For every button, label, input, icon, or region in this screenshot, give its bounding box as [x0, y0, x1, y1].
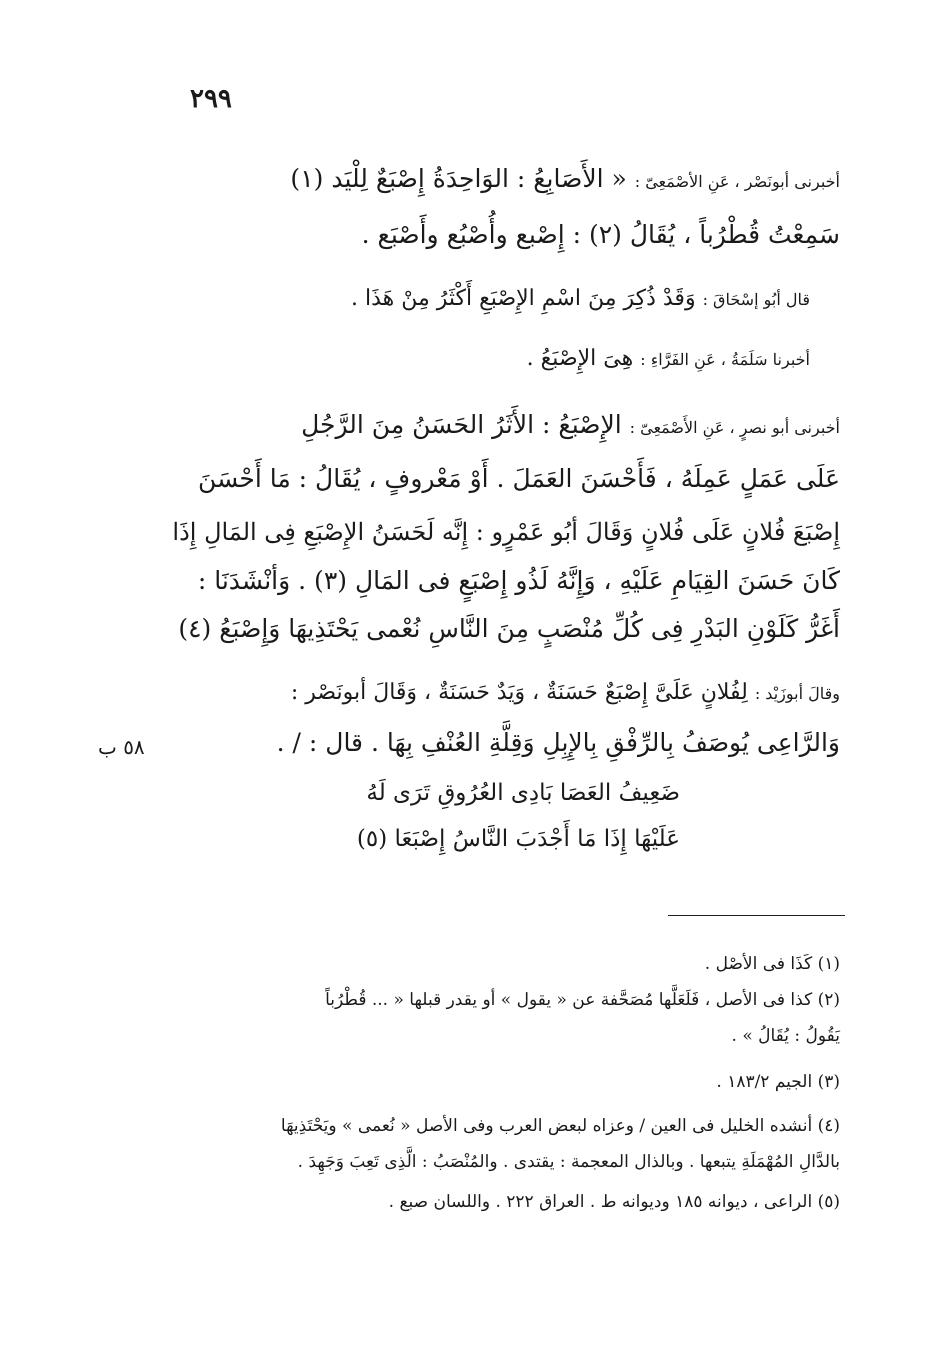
text-line-7 [172, 518, 840, 546]
text-line-2 [362, 220, 840, 249]
footnote-3: (٣) الجيم ١٨٣/٢ . [716, 1072, 840, 1092]
text-line-6 [198, 464, 840, 493]
line-text: « الأَصَابِعُ : الوَاحِدَةُ إِصْبَعٌ لِلْيَد (١) [290, 164, 635, 193]
footnote-5: (٥) الراعى ، ديوانه ١٨٥ وديوانه ط . العراق ٢٢٢ . واللسان صبع . [388, 1192, 840, 1212]
line-text: الإِصْبَعُ : الأَثَرُ الحَسَنُ مِنَ الرَّجُلِ [301, 410, 630, 439]
poem-line-2: عَلَيْهَا إِذَا مَا أَجْدَبَ النَّاسُ إِصْبَعَا (٥) [356, 826, 680, 852]
margin-folio-note: ٥٨ ب [98, 735, 145, 759]
line-text: كَانَ حَسَنَ القِيَامِ عَلَيْهِ ، وَإِنَّهُ لَذُو إِصْبَعٍ فى المَالِ (٣) . وَأنْشَدَنَا : [197, 566, 840, 595]
line-text: سَمِعْتُ قُطْرُباً ، يُقَالُ (٢) : إِصْبع وأُصْبُع وأَصْبَع . [361, 220, 840, 249]
text-line-5 [301, 410, 840, 439]
line-text: أَغَرُّ كَلَوْنِ البَدْرِ فِى كُلِّ مُنْصَبٍ مِنَ النَّاسِ نُعْمى يَحْتَذِيهَا وَإِصْبَعُ (٤) [178, 614, 840, 643]
text-line-11 [277, 728, 840, 757]
page-number: ٢٩٩ [190, 84, 232, 114]
line-intro: أخبرنى أبو نصرٍ ، عَنِ الأَصْمَعِىّ : [629, 418, 840, 437]
text-line-1 [290, 164, 840, 193]
footnote-2: (٢) كذا فى الأصل ، فَلَعَلَّها مُصَحَّفة عن « يقول » أو يقدر قبلها « ... قُطْرُباً [325, 990, 840, 1010]
text-line-4 [527, 346, 810, 371]
line-text: وَالرَّاعِى يُوصَفُ بِالرِّفْقِ بِالإِبِلِ وَقِلَّةِ العُنْفِ بِهَا . قال : / . [276, 728, 840, 757]
main-text [160, 0, 840, 900]
footnote-divider [668, 915, 845, 916]
verse-line [178, 614, 840, 643]
text-line-3 [351, 286, 810, 311]
line-text: لِفُلانٍ عَلَىَّ إِصْبَعٌ حَسَنَةٌ ، وَيَدٌ حَسَنَةٌ ، وَقَالَ أبونَصْر : [290, 680, 755, 705]
line-text: عَلَى عَمَلٍ عَمِلَهُ ، فَأَحْسَنَ العَمَلَ . أَوْ مَعْروفٍ ، يُقَالُ : مَا أَحْسَنَ [198, 464, 840, 493]
poem-line-1: ضَعِيفُ العَصَا بَادِى العُرُوقِ تَرَى لَهُ [366, 780, 680, 806]
footnote-2-cont: يَقُولُ : يُقَالُ » . [731, 1026, 840, 1046]
line-text: إِصْبَعَ فُلانٍ عَلَى فُلانٍ وَقَالَ أبُو عَمْرٍو : إِنَّه لَحَسَنُ الإِصْبَعِ فِى المَالِ إِذَا [172, 518, 840, 546]
line-intro: أخبرنى أبونَصْر ، عَنِ الأصْمَعِىّ : [634, 172, 840, 191]
text-line-10 [291, 680, 840, 705]
line-intro: أخبرنا سَلَمَةُ ، عَنِ الفَرَّاءِ : [640, 350, 810, 369]
line-text: هِىَ الإِصْبَعُ . [526, 346, 641, 371]
text-line-8 [198, 566, 840, 595]
line-intro: قال أبُو إسْحَاقَ : [702, 290, 810, 309]
footnotes [160, 940, 840, 1240]
footnote-4-cont: بالدَّالِ المُهْمَلَةِ يتبعها . وبالذال المعجمة : يقتدى . والمُنْصَبُ : الَّذِى تَعِبَ وَجَهِدَ . [297, 1152, 840, 1172]
line-text: وَقَدْ ذُكِرَ مِنَ اسْمِ الإِصْبَعِ أَكْثَرُ مِنْ هَذَا . [350, 286, 703, 311]
line-intro: وقالَ أبوزَيْد : [754, 684, 840, 703]
footnote-1: (١) كَذَا فى الأصْل . [704, 954, 840, 974]
footnote-4: (٤) أنشده الخليل فى العين / وعزاه لبعض العرب وفى الأصل « نُعمى » ويَحْتَذِيهَا [280, 1116, 840, 1136]
